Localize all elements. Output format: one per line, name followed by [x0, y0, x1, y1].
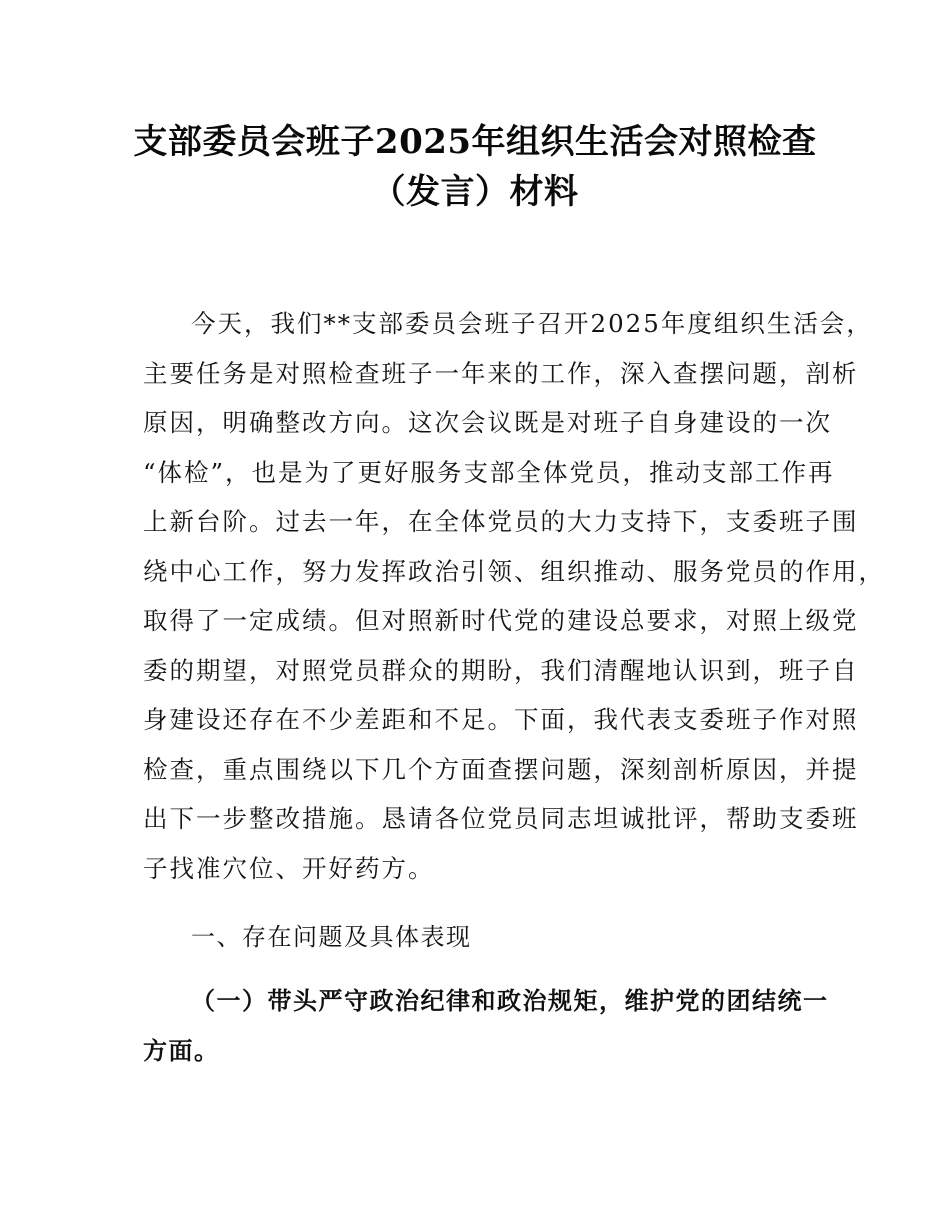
document-title-line-1: 支部委员会班子2025年组织生活会对照检查 [133, 122, 817, 162]
intro-paragraph-line: 原因，明确整改方向。这次会议既是对班子自身建设的一次 [143, 408, 832, 437]
section-heading: 一、存在问题及具体表现 [191, 923, 472, 951]
intro-paragraph-line: “体检”，也是为了更好服务支部全体党员，推动支部工作再 [143, 458, 835, 487]
intro-paragraph-line: 检查，重点围绕以下几个方面查摆问题，深刻剖析原因，并提 [143, 755, 859, 784]
intro-paragraph-line: 身建设还存在不少差距和不足。下面，我代表支委班子作对照 [143, 705, 859, 734]
intro-paragraph-line: 上新台阶。过去一年，在全体党员的大力支持下，支委班子围 [143, 507, 859, 536]
intro-paragraph-line: 委的期望，对照党员群众的期盼，我们清醒地认识到，班子自 [143, 656, 859, 685]
intro-paragraph-line: 出下一步整改措施。恳请各位党员同志坦诚批评，帮助支委班 [143, 804, 859, 833]
subsection-heading-line: （一）带头严守政治纪律和政治规矩，维护党的团结统一 [191, 987, 829, 1015]
intro-paragraph-line: 主要任务是对照检查班子一年来的工作，深入查摆问题，剖析 [143, 359, 859, 388]
intro-paragraph-line: 子找准穴位、开好药方。 [143, 854, 435, 883]
intro-paragraph-line: 今天，我们**支部委员会班子召开2025年度组织生活会， [191, 309, 873, 338]
subsection-heading-line: 方面。 [143, 1037, 220, 1065]
intro-paragraph-line: 绕中心工作，努力发挥政治引领、组织推动、服务党员的作用， [143, 557, 885, 586]
document-title-line-2: （发言）材料 [371, 172, 579, 212]
intro-paragraph-line: 取得了一定成绩。但对照新时代党的建设总要求，对照上级党 [143, 606, 859, 635]
